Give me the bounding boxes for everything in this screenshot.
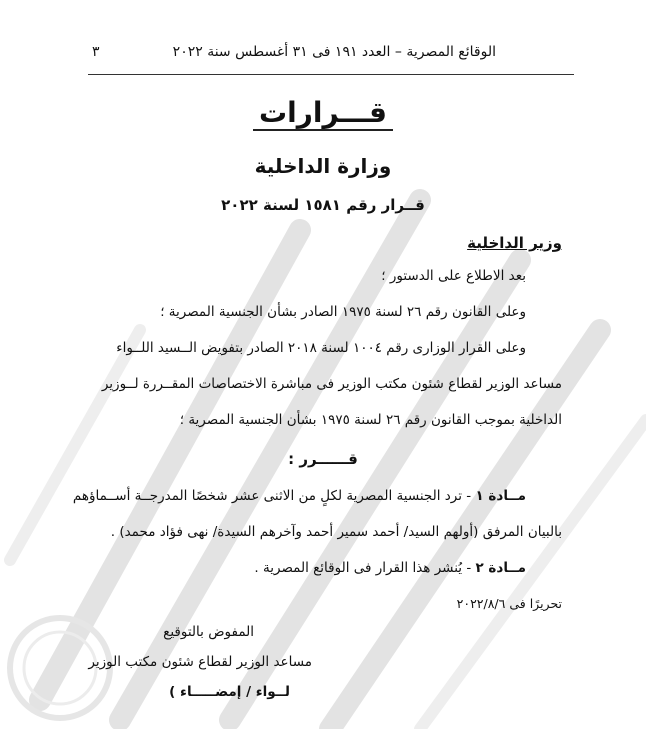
article-2-text: - يُنشر هذا القرار فى الوقائع المصرية .: [254, 560, 476, 576]
issue-date: تحريرًا فى ٢٠٢٢/٨/٦: [456, 596, 562, 611]
decides-heading: قــــــرر :: [288, 450, 358, 468]
page-header: [0, 44, 646, 64]
article-1-line-1: [73, 488, 526, 504]
decree-number: قــرار رقم ١٥٨١ لسنة ٢٠٢٢: [221, 196, 425, 214]
minister-heading: وزير الداخلية: [467, 234, 562, 252]
article-1-line-2: بالبيان المرفق (أولهم السيد/ أحمد سمير أحمد وآخرهم السيدة/ نهى فؤاد محمد) .: [110, 524, 562, 540]
article-2-label: مــادة ٢: [475, 560, 526, 576]
header-rule: [88, 74, 574, 75]
preamble-line-1: بعد الاطلاع على الدستور ؛: [381, 268, 526, 284]
page-number: ٣: [92, 44, 100, 60]
article-1-label: مــادة ١: [475, 488, 526, 504]
signature-role: مساعد الوزير لقطاع شئون مكتب الوزير: [88, 654, 312, 670]
running-title: الوقائع المصرية – العدد ١٩١ فى ٣١ أغسطس سنة ٢٠٢٢: [172, 44, 496, 60]
preamble-line-5: الداخلية بموجب القانون رقم ٢٦ لسنة ١٩٧٥ بشأن الجنسية المصرية ؛: [179, 412, 562, 428]
article-1-text: - ترد الجنسية المصرية لكلٍ من الاثنى عشر شخصًا المدرجــة أســماؤهم: [72, 488, 476, 504]
article-2: [254, 560, 526, 576]
signature-name: لــواء / إمضـــــاء ): [169, 684, 290, 700]
signature-delegate: المفوض بالتوقيع: [163, 624, 254, 640]
ministry-title: وزارة الداخلية: [254, 154, 392, 178]
preamble-line-4: مساعد الوزير لقطاع شئون مكتب الوزير فى مباشرة الاختصاصات المقــررة لــوزير: [101, 376, 562, 392]
preamble-line-2: وعلى القانون رقم ٢٦ لسنة ١٩٧٥ الصادر بشأن الجنسية المصرية ؛: [160, 304, 526, 320]
preamble-line-3: وعلى القرار الوزارى رقم ١٠٠٤ لسنة ٢٠١٨ الصادر بتفويض الــسيد اللــواء: [116, 340, 526, 356]
section-title: قـــرارات: [0, 96, 646, 129]
